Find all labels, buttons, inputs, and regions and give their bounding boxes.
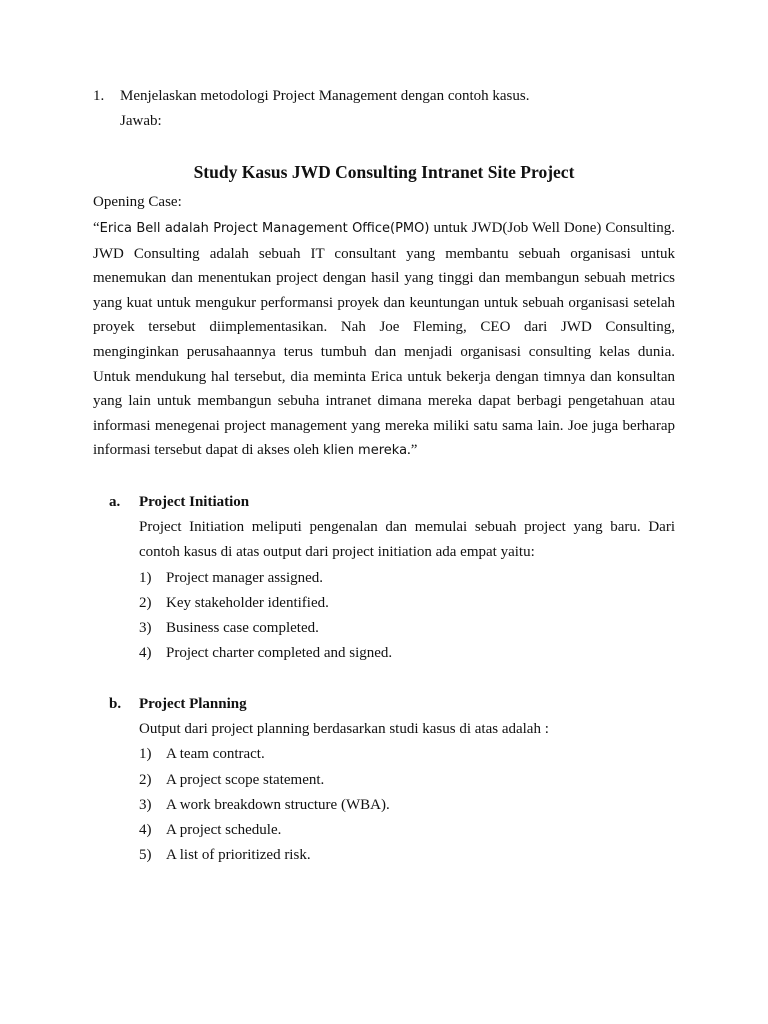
list-item-number: 2) <box>139 594 152 611</box>
list-item-number: 1) <box>139 569 152 586</box>
list-item-text: Business case completed. <box>166 620 319 637</box>
list-item-text: Project charter completed and signed. <box>166 645 393 662</box>
list-item-text: Key stakeholder identified. <box>166 594 329 611</box>
quote-close: .” <box>407 442 418 459</box>
list-item-number: 5) <box>139 847 152 864</box>
list-item-number: 4) <box>139 645 152 662</box>
list-item-text: A work breakdown structure (WBA). <box>166 796 390 813</box>
section-body: Output dari project planning berdasarkan studi kasus di atas adalah : <box>139 721 549 737</box>
list-item <box>139 742 675 767</box>
section-letter: a. <box>109 494 121 510</box>
list-item-number: 2) <box>139 771 152 788</box>
list-item <box>139 768 675 793</box>
section-heading <box>109 490 675 515</box>
list-item-text: Project manager assigned. <box>166 569 324 586</box>
section-heading <box>109 692 675 717</box>
opening-case-paragraph <box>93 216 675 464</box>
section-title: Project Planning <box>139 696 247 712</box>
list-item <box>139 843 675 868</box>
list-item <box>139 566 675 591</box>
list-item <box>139 641 675 666</box>
list-item <box>139 818 675 843</box>
list-item-number: 4) <box>139 822 152 839</box>
question-text: Menjelaskan metodologi Project Management dengan contoh kasus. <box>120 88 530 104</box>
list-item <box>139 616 675 641</box>
section-list <box>139 566 675 667</box>
question-number: 1. <box>93 88 105 104</box>
section-project-initiation <box>109 490 675 667</box>
list-item-text: A project schedule. <box>166 822 282 839</box>
opening-case-sans-text: Erica Bell adalah Project Management Office(PMO) <box>99 221 430 236</box>
opening-case-label: Opening Case: <box>93 194 182 210</box>
document-title: Study Kasus JWD Consulting Intranet Site Project <box>193 162 575 182</box>
section-body: Project Initiation meliputi pengenalan dan memulai sebuah project yang baru. Dari contoh kasus di atas output dari project initiation ada empat yaitu: <box>139 519 675 561</box>
list-item <box>139 591 675 616</box>
opening-case-sans-text-2: klien mereka <box>322 443 408 459</box>
list-item-text: A list of prioritized risk. <box>166 847 311 864</box>
section-list <box>139 742 675 868</box>
section-project-planning <box>109 692 675 869</box>
list-item-number: 1) <box>139 746 152 763</box>
opening-case-text: untuk JWD(Job Well Done) Consulting. JWD Consulting adalah sebuah IT consultant yang membantu sebuah organisasi untuk menemukan dan menentukan project dengan hasil yang tinggi dan membangun sebuah metrics yang kuat untuk mengukur performansi proyek dan keuntungan untuk sebuah organisasi setelah proyek tersebut diimplementasikan. Nah Joe Fleming, CEO dari JWD Consulting, menginginkan perusahaannya terus tumbuh dan menjadi organisasi consulting kelas dunia. Untuk mendukung hal tersebut, dia meminta Erica untuk bekerja dengan timnya dan konsultan yang lain untuk membangun sebuha intranet dimana mereka dapat berbagi pengetahuan atau informasi menegenai project management yang mereka miliki satu sama lain. Joe juga berharap informasi tersebut dapat di akses oleh <box>93 220 675 459</box>
list-item-number: 3) <box>139 796 152 813</box>
list-item-text: A team contract. <box>166 746 265 763</box>
list-item-text: A project scope statement. <box>166 771 325 788</box>
section-title: Project Initiation <box>139 494 250 510</box>
answer-label: Jawab: <box>120 113 162 129</box>
section-letter: b. <box>109 696 122 712</box>
quote-open: “ <box>93 220 100 236</box>
question-line <box>93 84 693 109</box>
list-item-number: 3) <box>139 620 152 637</box>
list-item <box>139 793 675 818</box>
